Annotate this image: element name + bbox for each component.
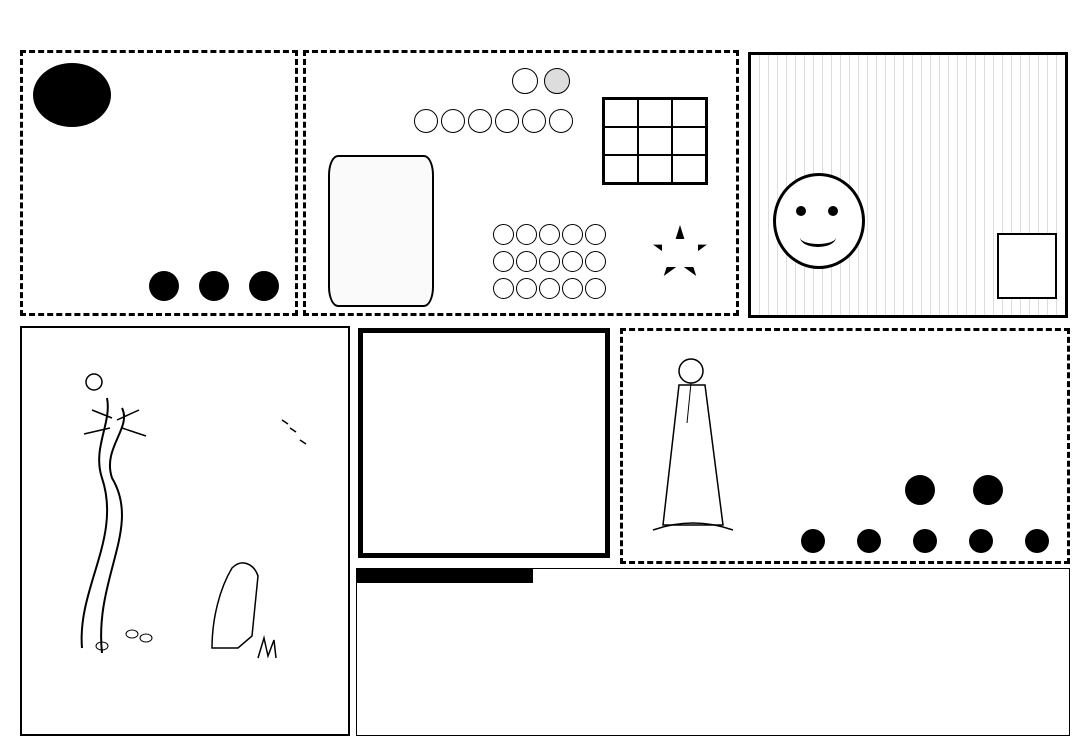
nine-palace-grid [602, 97, 708, 185]
tip-box [20, 50, 298, 316]
inner-badge [997, 233, 1057, 299]
illustration-panel [20, 326, 350, 736]
small-ball [801, 529, 825, 553]
picture-riddle-box [358, 328, 610, 558]
zodiac-ball [441, 109, 465, 133]
offer-ball [249, 271, 279, 301]
offer-ball [199, 271, 229, 301]
tree-dog-illustration [22, 328, 348, 734]
title-ball [512, 68, 538, 94]
win-ball [905, 475, 935, 505]
sage-illustration [633, 345, 743, 545]
trend-chart [527, 569, 1069, 735]
zodiac-ball [495, 109, 519, 133]
speech-bubble [33, 63, 111, 127]
zodiac-ball [522, 109, 546, 133]
zodiac-ball [468, 109, 492, 133]
nine-palace-box [303, 50, 739, 316]
zodiac-ball [414, 109, 438, 133]
small-ball [1025, 529, 1049, 553]
offer-ball [149, 271, 179, 301]
small-ball [857, 529, 881, 553]
computer-doctor-box [620, 328, 1070, 564]
title-ball [544, 68, 570, 94]
logo-box [748, 52, 1068, 318]
win-ball [973, 475, 1003, 505]
zodiac-ball [549, 109, 573, 133]
draw-results-box [356, 568, 1070, 736]
cartoon-kid [773, 173, 865, 269]
special-number-grid [492, 223, 622, 304]
small-ball [913, 529, 937, 553]
draw-title-bar [357, 569, 533, 583]
starburst-inner [662, 239, 698, 267]
scroll [328, 155, 434, 307]
small-ball [969, 529, 993, 553]
